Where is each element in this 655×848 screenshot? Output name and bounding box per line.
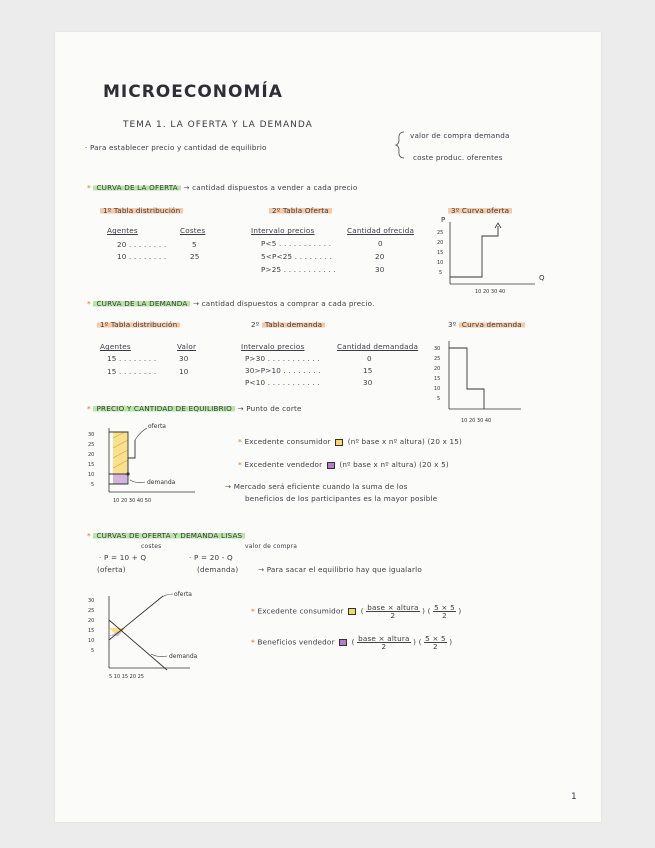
lbl-costes: costes [141, 543, 162, 550]
purple-swatch-icon [339, 639, 347, 646]
lisas-eq-1-label: (oferta) [97, 565, 126, 574]
lisas-desc: → Para sacar el equilibrio hay que igualarlo [258, 565, 422, 574]
lisas-item-1: * Excedente consumidor ( $\frac{\text{base × altura}}{2}$ ) ( $\frac{5 \times 5}{2}$ ) [251, 603, 462, 620]
tick-label: 20 [88, 618, 95, 624]
table-cell: 5<P<25 . . . . . . . . [261, 252, 333, 261]
table-cell: 30 [179, 354, 189, 363]
tick-label: 15 [88, 628, 95, 634]
tick-label: 5 10 15 20 25 [109, 674, 144, 680]
lisas-eq-2-label: (demanda) [197, 565, 239, 574]
item-label: Excedente vendedor [244, 460, 323, 469]
lisas-section-header [87, 531, 245, 540]
lisas-heading: CURVAS DE OFERTA Y DEMANDA LISAS [93, 531, 245, 540]
table-cell: 5 [192, 240, 197, 249]
graph-label: oferta [174, 591, 192, 598]
oferta-t1-title: 1º Tabla distribución [100, 206, 183, 215]
equilibrio-item-1 [238, 437, 462, 446]
demanda-graph-num: 3º [448, 320, 457, 329]
fraction [357, 635, 410, 650]
item-label: Excedente consumidor [244, 437, 331, 446]
supply-step-line [450, 226, 498, 277]
demand-step-line [449, 348, 484, 409]
intro-branch-top: valor de compra demanda [410, 131, 510, 140]
tick-label: 5 [437, 396, 441, 402]
oferta-t1-header-1: Costes [180, 226, 206, 235]
tick-label: 15 [88, 462, 95, 468]
demanda-t2-num: 2º [251, 320, 260, 329]
bullet-icon: * [251, 606, 255, 616]
tick-label: 10 [88, 638, 95, 644]
tick-label: 15 [437, 250, 444, 256]
tick-label: 10 20 30 40 [461, 418, 492, 424]
bullet-icon: * [251, 637, 255, 647]
table-cell: 20 [375, 252, 385, 261]
tick-label: 30 [88, 432, 95, 438]
oferta-t2-header-0: Intervalo precios [251, 226, 315, 235]
table-cell: 20 . . . . . . . . [117, 240, 167, 249]
oferta-t1-header-0: Agentes [107, 226, 138, 235]
fraction-numerator: 5 × 5 [425, 634, 446, 643]
tick-label: 25 [88, 442, 95, 448]
yellow-swatch-icon [335, 439, 343, 446]
item-label: Beneficios vendedor [257, 637, 335, 647]
demand-line [109, 620, 167, 670]
tick-label: 20 [437, 240, 444, 246]
lisas-item-2: * Beneficios vendedor ( $\frac{\text{base × altura}}{2}$ ) ( $\frac{5 \times 5}{2}$ ) [251, 634, 453, 651]
lisas-eq-1: · P = 10 + Q [99, 553, 147, 562]
tick-label: 5 [439, 270, 443, 276]
table-cell: 10 . . . . . . . . [117, 252, 167, 261]
fraction-numerator: base × altura [367, 603, 419, 612]
demanda-t1-title: 1º Tabla distribución [97, 320, 180, 329]
bullet-icon: * [87, 299, 91, 308]
tick-label: 5 [91, 648, 95, 654]
tick-label: 25 [434, 356, 441, 362]
oferta-heading: CURVA DE LA OFERTA [93, 183, 180, 192]
table-cell: 15 [363, 366, 373, 375]
demanda-t1-header-0: Agentes [100, 342, 131, 351]
demanda-graph [431, 337, 531, 429]
demanda-t2-header-0: Intervalo precios [241, 342, 305, 351]
fraction-denominator: 2 [390, 611, 396, 620]
demanda-t2-title: Tabla demanda [262, 320, 325, 329]
notebook-page [55, 32, 601, 822]
tema-heading: TEMA 1. LA OFERTA Y LA DEMANDA [123, 120, 313, 130]
table-cell: P<5 . . . . . . . . . . . [261, 239, 332, 248]
tick-label: 25 [88, 608, 95, 614]
lbl-valor: valor de compra [245, 543, 298, 550]
demanda-section-header [87, 299, 375, 308]
tick-label: 10 [434, 386, 441, 392]
table-cell: P>25 . . . . . . . . . . . [261, 265, 336, 274]
bullet-icon: * [87, 404, 91, 413]
bullet-icon: * [87, 531, 91, 540]
fraction-numerator: 5 × 5 [434, 603, 455, 612]
tick-label: 10 [437, 260, 444, 266]
yellow-swatch-icon [348, 608, 356, 615]
demanda-t1-header-1: Valor [177, 342, 197, 351]
equilibrio-note-2: beneficios de los participantes es la mayor posible [245, 494, 438, 503]
page-number: 1 [571, 792, 577, 802]
axis-label: Q [539, 274, 545, 282]
tick-label: 10 [88, 472, 95, 478]
purple-swatch-icon [327, 462, 335, 469]
table-cell: 30>P>10 . . . . . . . . [245, 366, 321, 375]
oferta-graph-title: 3º Curva oferta [448, 206, 512, 215]
equilibrio-heading: PRECIO Y CANTIDAD DE EQUILIBRIO [93, 404, 235, 413]
table-cell: 15 . . . . . . . . [107, 354, 157, 363]
table-cell: P<10 . . . . . . . . . . . [245, 378, 320, 387]
oferta-t2-title: 2º Tabla Oferta [269, 206, 332, 215]
fraction-denominator: 2 [433, 642, 438, 651]
oferta-desc: → cantidad dispuestos a vender a cada precio [183, 183, 358, 192]
table-cell: 10 [179, 367, 189, 376]
tick-label: 5 [91, 482, 95, 488]
table-cell: 25 [190, 252, 200, 261]
equilibrio-item-2 [238, 460, 449, 469]
table-cell: 30 [375, 265, 385, 274]
fraction-denominator: 2 [442, 611, 447, 620]
equilibrio-section-header [87, 404, 302, 413]
item-label: Excedente consumidor [257, 606, 344, 616]
intro-branch-bottom: coste produc. oferentes [413, 153, 503, 162]
table-cell: 30 [363, 378, 373, 387]
page-title: MICROECONOMÍA [103, 82, 283, 102]
fraction-numerator: base × altura [358, 634, 410, 643]
fraction [366, 604, 419, 619]
demanda-t2-header-1: Cantidad demandada [337, 342, 419, 351]
demanda-graph-title: Curva demanda [459, 320, 525, 329]
intro-text: · Para establecer precio y cantidad de equilibrio [85, 143, 267, 152]
equilibrio-note-1: → Mercado será eficiente cuando la suma de los [225, 482, 408, 491]
oferta-graph [435, 214, 545, 296]
bullet-icon: * [238, 460, 242, 469]
item-formula: (nº base x nº altura) (20 x 5) [339, 460, 449, 469]
table-cell: 0 [378, 239, 383, 248]
lisas-graph [85, 590, 235, 686]
tick-label: 30 [434, 346, 441, 352]
tick-label: 10 20 30 40 [475, 289, 506, 295]
table-cell: P>30 . . . . . . . . . . . [245, 354, 320, 363]
tick-label: 30 [88, 598, 95, 604]
oferta-section-header [87, 183, 357, 192]
tick-label: 15 [434, 376, 441, 382]
oferta-t2-header-1: Cantidad ofrecida [347, 226, 415, 235]
bullet-icon: * [87, 183, 91, 192]
graph-label: oferta [148, 423, 166, 430]
equilibrio-desc: → Punto de corte [237, 404, 302, 413]
lisas-eq-2: · P = 20 - Q [189, 553, 233, 562]
axis-label: P [441, 216, 446, 224]
fraction [424, 635, 447, 650]
tick-label: 20 [88, 452, 95, 458]
fraction-denominator: 2 [381, 642, 387, 651]
table-cell: 15 . . . . . . . . [107, 367, 157, 376]
equilibrio-graph [85, 418, 215, 510]
demanda-desc: → cantidad dispuestos a comprar a cada precio. [192, 299, 375, 308]
bullet-icon: * [238, 437, 242, 446]
graph-label: demanda [169, 653, 198, 660]
fraction [433, 604, 456, 619]
tick-label: 20 [434, 366, 441, 372]
graph-label: demanda [147, 479, 176, 486]
supply-line [109, 596, 163, 640]
equilibrium-point [126, 472, 129, 475]
demanda-heading: CURVA DE LA DEMANDA [93, 299, 190, 308]
brace-icon [395, 130, 407, 160]
table-cell: 0 [367, 354, 372, 363]
tick-label: 10 20 30 40 50 [113, 498, 152, 504]
tick-label: 25 [437, 230, 444, 236]
item-formula: (nº base x nº altura) (20 x 15) [347, 437, 463, 446]
